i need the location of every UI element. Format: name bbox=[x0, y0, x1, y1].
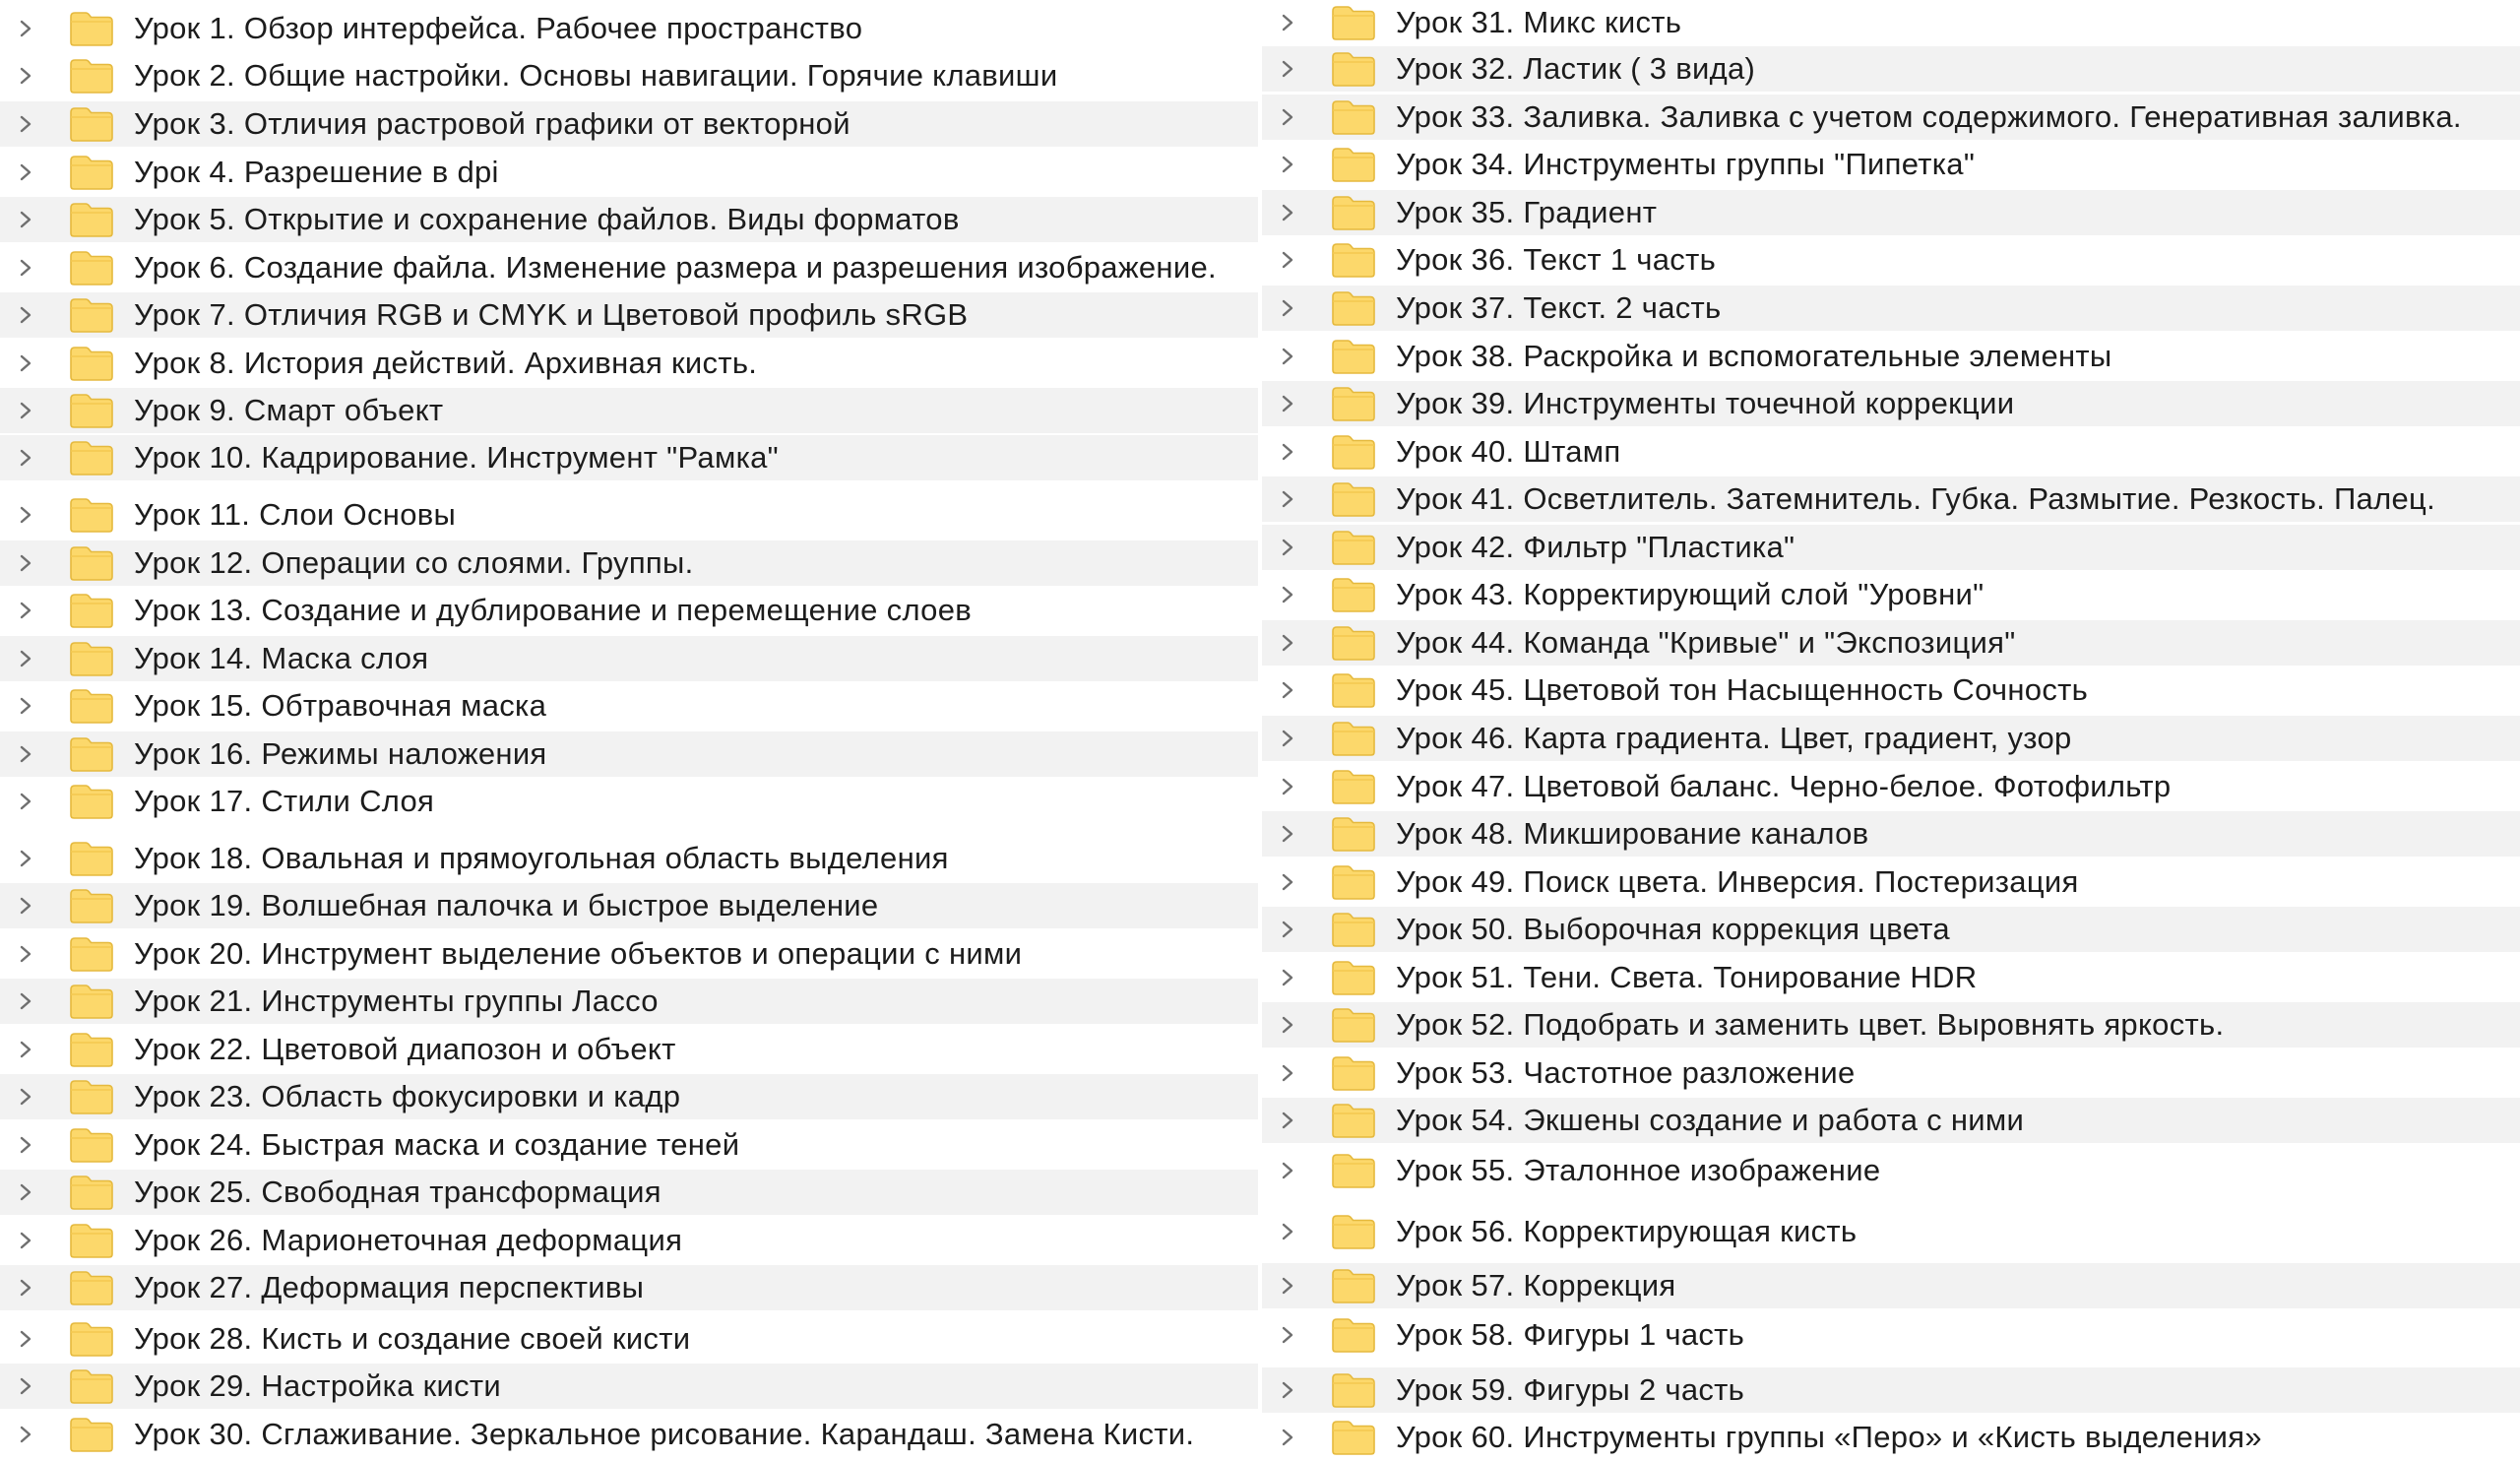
folder-row[interactable] bbox=[1262, 716, 2520, 761]
folder-row[interactable] bbox=[0, 492, 1258, 538]
folder-name: Урок 7. Отличия RGB и CMYK и Цветовой профиль sRGB bbox=[134, 297, 969, 332]
folder-icon bbox=[69, 544, 114, 582]
chevron-right-icon[interactable] bbox=[1262, 381, 1313, 426]
folder-icon bbox=[69, 57, 114, 95]
folder-name: Урок 5. Открытие и сохранение файлов. Виды форматов bbox=[134, 202, 960, 236]
folder-name: Урок 24. Быстрая маска и создание теней bbox=[134, 1127, 740, 1162]
chevron-right-icon[interactable] bbox=[0, 53, 51, 98]
folder-icon bbox=[1331, 911, 1376, 948]
folder-icon bbox=[1331, 338, 1376, 375]
folder-row[interactable] bbox=[0, 1218, 1258, 1263]
folder-icon bbox=[69, 783, 114, 820]
chevron-right-icon[interactable] bbox=[1262, 1098, 1313, 1143]
chevron-right-icon[interactable] bbox=[0, 388, 51, 433]
folder-icon bbox=[1331, 815, 1376, 853]
folder-name: Урок 2. Общие настройки. Основы навигации. Горячие клавиши bbox=[134, 58, 1058, 93]
folder-name: Урок 10. Кадрирование. Инструмент "Рамка" bbox=[134, 440, 779, 475]
folder-name: Урок 38. Раскройка и вспомогательные элементы bbox=[1396, 339, 2112, 373]
folder-icon bbox=[69, 1078, 114, 1115]
folder-name: Урок 15. Обтравочная маска bbox=[134, 688, 547, 723]
folder-name: Урок 35. Градиент bbox=[1396, 195, 1658, 229]
chevron-right-icon[interactable] bbox=[0, 150, 51, 195]
folder-name: Урок 45. Цветовой тон Насыщенность Сочность bbox=[1396, 672, 2089, 707]
folder-icon bbox=[69, 1320, 114, 1358]
folder-name: Урок 37. Текст. 2 часть bbox=[1396, 290, 1722, 325]
folder-icon bbox=[1331, 1267, 1376, 1304]
chevron-right-icon[interactable] bbox=[0, 931, 51, 977]
folder-icon bbox=[69, 105, 114, 143]
folder-icon bbox=[69, 1416, 114, 1453]
folder-icon bbox=[69, 496, 114, 534]
folder-row[interactable] bbox=[0, 779, 1258, 824]
folder-name: Урок 14. Маска слоя bbox=[134, 641, 429, 675]
folder-name: Урок 21. Инструменты группы Лассо bbox=[134, 984, 659, 1018]
chevron-right-icon[interactable] bbox=[1262, 95, 1313, 140]
folder-row[interactable] bbox=[1262, 1050, 2520, 1096]
folder-icon bbox=[1331, 529, 1376, 566]
folder-row[interactable] bbox=[1262, 764, 2520, 809]
chevron-right-icon[interactable] bbox=[0, 779, 51, 824]
folder-row[interactable] bbox=[0, 245, 1258, 290]
folder-name: Урок 51. Тени. Света. Тонирование HDR bbox=[1396, 960, 1978, 994]
folder-icon bbox=[69, 640, 114, 677]
folder-icon bbox=[69, 1222, 114, 1259]
chevron-right-icon[interactable] bbox=[1262, 334, 1313, 379]
chevron-right-icon[interactable] bbox=[0, 1074, 51, 1119]
chevron-right-icon[interactable] bbox=[1262, 429, 1313, 475]
folder-row[interactable] bbox=[0, 683, 1258, 729]
folder-icon bbox=[69, 1269, 114, 1306]
chevron-right-icon[interactable] bbox=[1262, 46, 1313, 92]
folder-row[interactable] bbox=[1262, 237, 2520, 283]
folder-row[interactable] bbox=[0, 388, 1258, 433]
folder-name: Урок 43. Корректирующий слой "Уровни" bbox=[1396, 577, 1984, 611]
folder-row[interactable] bbox=[1262, 476, 2520, 522]
folder-icon bbox=[69, 1031, 114, 1068]
folder-row[interactable] bbox=[1262, 142, 2520, 187]
folder-row[interactable] bbox=[0, 1364, 1258, 1409]
folder-icon bbox=[1331, 1054, 1376, 1092]
folder-icon bbox=[1331, 1213, 1376, 1250]
folder-name: Урок 4. Разрешение в dpi bbox=[134, 155, 499, 189]
chevron-right-icon[interactable] bbox=[1262, 237, 1313, 283]
chevron-right-icon[interactable] bbox=[0, 683, 51, 729]
folder-icon bbox=[1331, 576, 1376, 613]
folder-icon bbox=[1331, 1371, 1376, 1409]
folder-icon bbox=[1331, 768, 1376, 805]
folder-icon bbox=[1331, 1102, 1376, 1139]
chevron-right-icon[interactable] bbox=[0, 1122, 51, 1168]
chevron-right-icon[interactable] bbox=[0, 1218, 51, 1263]
folder-icon bbox=[69, 1174, 114, 1211]
folder-icon bbox=[1331, 863, 1376, 901]
folder-name: Урок 9. Смарт объект bbox=[134, 393, 444, 427]
folder-icon bbox=[69, 249, 114, 286]
folder-icon bbox=[1331, 1006, 1376, 1044]
chevron-right-icon[interactable] bbox=[1262, 525, 1313, 570]
chevron-right-icon[interactable] bbox=[0, 1027, 51, 1072]
chevron-right-icon[interactable] bbox=[0, 1316, 51, 1362]
chevron-right-icon[interactable] bbox=[1262, 955, 1313, 1000]
folder-name: Урок 46. Карта градиента. Цвет, градиент, узор bbox=[1396, 721, 2072, 755]
chevron-right-icon[interactable] bbox=[0, 245, 51, 290]
chevron-right-icon[interactable] bbox=[1262, 1367, 1313, 1413]
folder-icon bbox=[69, 592, 114, 629]
folder-icon bbox=[69, 735, 114, 773]
folder-row[interactable] bbox=[1262, 1367, 2520, 1413]
folder-row[interactable] bbox=[0, 1074, 1258, 1119]
folder-icon bbox=[69, 439, 114, 476]
folder-icon bbox=[69, 983, 114, 1020]
folder-icon bbox=[1331, 146, 1376, 183]
folder-row[interactable] bbox=[1262, 1148, 2520, 1193]
folder-name: Урок 60. Инструменты группы «Перо» и «Кисть выделения» bbox=[1396, 1420, 2262, 1454]
folder-name: Урок 39. Инструменты точечной коррекции bbox=[1396, 386, 2015, 420]
folder-icon bbox=[1331, 194, 1376, 231]
chevron-right-icon[interactable] bbox=[0, 1265, 51, 1310]
folder-row[interactable] bbox=[0, 435, 1258, 480]
folder-row[interactable] bbox=[1262, 1209, 2520, 1254]
chevron-right-icon[interactable] bbox=[1262, 1415, 1313, 1460]
folder-name: Урок 17. Стили Слоя bbox=[134, 784, 435, 818]
folder-icon bbox=[69, 10, 114, 47]
folder-icon bbox=[1331, 4, 1376, 41]
folder-name: Урок 27. Деформация перспективы bbox=[134, 1270, 645, 1304]
chevron-right-icon[interactable] bbox=[1262, 1312, 1313, 1358]
chevron-right-icon[interactable] bbox=[0, 6, 51, 51]
folder-row[interactable] bbox=[0, 540, 1258, 586]
chevron-right-icon[interactable] bbox=[0, 101, 51, 147]
folder-row[interactable] bbox=[0, 150, 1258, 195]
folder-row[interactable] bbox=[1262, 95, 2520, 140]
folder-name: Урок 12. Операции со слоями. Группы. bbox=[134, 545, 694, 580]
chevron-right-icon[interactable] bbox=[1262, 142, 1313, 187]
folder-row[interactable] bbox=[0, 292, 1258, 338]
folder-name: Урок 8. История действий. Архивная кисть. bbox=[134, 346, 758, 380]
folder-row[interactable] bbox=[0, 979, 1258, 1024]
folder-icon bbox=[69, 392, 114, 429]
folder-icon bbox=[1331, 959, 1376, 996]
folder-name: Урок 11. Слои Основы bbox=[134, 497, 457, 532]
folder-name: Урок 28. Кисть и создание своей кисти bbox=[134, 1321, 691, 1356]
chevron-right-icon[interactable] bbox=[0, 588, 51, 633]
folder-name: Урок 25. Свободная трансформация bbox=[134, 1175, 662, 1209]
folder-row[interactable] bbox=[0, 6, 1258, 51]
chevron-right-icon[interactable] bbox=[0, 292, 51, 338]
folder-icon bbox=[1331, 98, 1376, 136]
folder-name: Урок 31. Микс кисть bbox=[1396, 5, 1682, 39]
folder-row[interactable] bbox=[0, 53, 1258, 98]
folder-row[interactable] bbox=[0, 931, 1258, 977]
chevron-right-icon[interactable] bbox=[0, 836, 51, 881]
folder-name: Урок 13. Создание и дублирование и перемещение слоев bbox=[134, 593, 973, 627]
chevron-right-icon[interactable] bbox=[1262, 0, 1313, 45]
folder-row[interactable] bbox=[1262, 334, 2520, 379]
folder-row[interactable] bbox=[1262, 1415, 2520, 1460]
chevron-right-icon[interactable] bbox=[0, 341, 51, 386]
folder-icon bbox=[69, 935, 114, 973]
folder-row[interactable] bbox=[1262, 955, 2520, 1000]
folder-row[interactable] bbox=[1262, 286, 2520, 331]
chevron-right-icon[interactable] bbox=[0, 1364, 51, 1409]
chevron-right-icon[interactable] bbox=[0, 492, 51, 538]
chevron-right-icon[interactable] bbox=[0, 636, 51, 681]
folder-icon bbox=[1331, 480, 1376, 518]
folder-name: Урок 20. Инструмент выделение объектов и операции с ними bbox=[134, 936, 1023, 971]
folder-row[interactable] bbox=[1262, 811, 2520, 857]
folder-name: Урок 32. Ластик ( 3 вида) bbox=[1396, 51, 1756, 86]
folder-name: Урок 30. Сглаживание. Зеркальное рисование. Карандаш. Замена Кисти. bbox=[134, 1417, 1195, 1451]
chevron-right-icon[interactable] bbox=[1262, 572, 1313, 617]
folder-name: Урок 53. Частотное разложение bbox=[1396, 1055, 1856, 1090]
folder-row[interactable] bbox=[0, 197, 1258, 242]
folder-icon bbox=[1331, 50, 1376, 88]
folder-name: Урок 16. Режимы наложения bbox=[134, 736, 547, 771]
folder-name: Урок 40. Штамп bbox=[1396, 434, 1621, 469]
folder-name: Урок 23. Область фокусировки и кадр bbox=[134, 1079, 681, 1113]
folder-name: Урок 59. Фигуры 2 часть bbox=[1396, 1372, 1745, 1407]
folder-name: Урок 56. Корректирующая кисть bbox=[1396, 1214, 1858, 1248]
folder-name: Урок 41. Осветлитель. Затемнитель. Губка. Размытие. Резкость. Палец. bbox=[1396, 481, 2435, 516]
folder-row[interactable] bbox=[1262, 525, 2520, 570]
chevron-right-icon[interactable] bbox=[1262, 1002, 1313, 1048]
folder-name: Урок 33. Заливка. Заливка с учетом содержимого. Генеративная заливка. bbox=[1396, 99, 2462, 134]
chevron-right-icon[interactable] bbox=[1262, 476, 1313, 522]
folder-icon bbox=[69, 840, 114, 877]
folder-row[interactable] bbox=[0, 1265, 1258, 1310]
folder-row[interactable] bbox=[0, 1027, 1258, 1072]
folder-row[interactable] bbox=[1262, 1312, 2520, 1358]
folder-icon bbox=[69, 1126, 114, 1164]
folder-row[interactable] bbox=[1262, 0, 2520, 45]
folder-icon bbox=[1331, 720, 1376, 757]
folder-name: Урок 6. Создание файла. Изменение размера и разрешения изображение. bbox=[134, 250, 1217, 285]
folder-name: Урок 54. Экшены создание и работа с ними bbox=[1396, 1103, 2025, 1137]
folder-row[interactable] bbox=[1262, 620, 2520, 666]
folder-row[interactable] bbox=[1262, 46, 2520, 92]
folder-row[interactable] bbox=[1262, 1098, 2520, 1143]
folder-name: Урок 52. Подобрать и заменить цвет. Выровнять яркость. bbox=[1396, 1007, 2225, 1042]
folder-name: Урок 26. Марионеточная деформация bbox=[134, 1223, 683, 1257]
chevron-right-icon[interactable] bbox=[0, 1412, 51, 1457]
chevron-right-icon[interactable] bbox=[0, 435, 51, 480]
folder-name: Урок 47. Цветовой баланс. Черно-белое. Фотофильтр bbox=[1396, 769, 2172, 803]
folder-name: Урок 49. Поиск цвета. Инверсия. Постеризация bbox=[1396, 864, 2079, 899]
chevron-right-icon[interactable] bbox=[1262, 667, 1313, 713]
folder-icon bbox=[69, 154, 114, 191]
chevron-right-icon[interactable] bbox=[1262, 1209, 1313, 1254]
chevron-right-icon[interactable] bbox=[1262, 716, 1313, 761]
folder-icon bbox=[69, 887, 114, 924]
folder-name: Урок 18. Овальная и прямоугольная область выделения bbox=[134, 841, 949, 875]
folder-row[interactable] bbox=[0, 588, 1258, 633]
folder-row[interactable] bbox=[0, 1412, 1258, 1457]
chevron-right-icon[interactable] bbox=[1262, 190, 1313, 235]
folder-icon bbox=[1331, 433, 1376, 471]
folder-name: Урок 1. Обзор интерфейса. Рабочее пространство bbox=[134, 11, 863, 45]
folder-row[interactable] bbox=[0, 1316, 1258, 1362]
folder-name: Урок 48. Микширование каналов bbox=[1396, 816, 1869, 851]
chevron-right-icon[interactable] bbox=[1262, 620, 1313, 666]
chevron-right-icon[interactable] bbox=[1262, 907, 1313, 952]
folder-row[interactable] bbox=[1262, 859, 2520, 905]
chevron-right-icon[interactable] bbox=[1262, 1263, 1313, 1308]
folder-name: Урок 36. Текст 1 часть bbox=[1396, 242, 1717, 277]
folder-row[interactable] bbox=[0, 883, 1258, 928]
folder-row[interactable] bbox=[1262, 1263, 2520, 1308]
folder-icon bbox=[1331, 1316, 1376, 1354]
folder-row[interactable] bbox=[1262, 667, 2520, 713]
chevron-right-icon[interactable] bbox=[0, 731, 51, 777]
folder-row[interactable] bbox=[0, 1122, 1258, 1168]
folder-name: Урок 22. Цветовой диапозон и объект bbox=[134, 1032, 676, 1066]
right-file-list bbox=[1262, 0, 2520, 1461]
folder-row[interactable] bbox=[1262, 429, 2520, 475]
folder-row[interactable] bbox=[0, 1170, 1258, 1215]
chevron-right-icon[interactable] bbox=[1262, 1050, 1313, 1096]
chevron-right-icon[interactable] bbox=[0, 979, 51, 1024]
folder-row[interactable] bbox=[1262, 190, 2520, 235]
folder-row[interactable] bbox=[0, 636, 1258, 681]
chevron-right-icon[interactable] bbox=[1262, 286, 1313, 331]
folder-row[interactable] bbox=[0, 101, 1258, 147]
folder-icon bbox=[69, 1367, 114, 1405]
chevron-right-icon[interactable] bbox=[0, 540, 51, 586]
chevron-right-icon[interactable] bbox=[0, 883, 51, 928]
folder-icon bbox=[1331, 624, 1376, 662]
folder-name: Урок 34. Инструменты группы "Пипетка" bbox=[1396, 147, 1976, 181]
folder-name: Урок 50. Выборочная коррекция цвета bbox=[1396, 912, 1950, 946]
folder-name: Урок 3. Отличия растровой графики от векторной bbox=[134, 106, 850, 141]
folder-icon bbox=[1331, 1152, 1376, 1189]
folder-row[interactable] bbox=[1262, 381, 2520, 426]
left-file-list bbox=[0, 0, 1258, 1461]
folder-name: Урок 44. Команда "Кривые" и "Экспозиция" bbox=[1396, 625, 2016, 660]
folder-name: Урок 19. Волшебная палочка и быстрое выделение bbox=[134, 888, 879, 922]
folder-row[interactable] bbox=[1262, 572, 2520, 617]
folder-icon bbox=[69, 201, 114, 238]
folder-row[interactable] bbox=[0, 731, 1258, 777]
folder-row[interactable] bbox=[1262, 1002, 2520, 1048]
folder-icon bbox=[1331, 241, 1376, 279]
folder-icon bbox=[1331, 289, 1376, 327]
folder-icon bbox=[1331, 385, 1376, 422]
folder-icon bbox=[69, 345, 114, 382]
folder-name: Урок 58. Фигуры 1 часть bbox=[1396, 1317, 1745, 1352]
folder-icon bbox=[69, 687, 114, 725]
folder-icon bbox=[1331, 671, 1376, 709]
folder-name: Урок 29. Настройка кисти bbox=[134, 1368, 501, 1403]
folder-icon bbox=[1331, 1419, 1376, 1456]
chevron-right-icon[interactable] bbox=[1262, 859, 1313, 905]
folder-name: Урок 57. Коррекция bbox=[1396, 1268, 1676, 1302]
chevron-right-icon[interactable] bbox=[1262, 764, 1313, 809]
chevron-right-icon[interactable] bbox=[0, 197, 51, 242]
folder-name: Урок 42. Фильтр "Пластика" bbox=[1396, 530, 1796, 564]
chevron-right-icon[interactable] bbox=[1262, 1148, 1313, 1193]
folder-row[interactable] bbox=[1262, 907, 2520, 952]
folder-name: Урок 55. Эталонное изображение bbox=[1396, 1153, 1881, 1187]
folder-row[interactable] bbox=[0, 836, 1258, 881]
chevron-right-icon[interactable] bbox=[1262, 811, 1313, 857]
chevron-right-icon[interactable] bbox=[0, 1170, 51, 1215]
folder-icon bbox=[69, 296, 114, 334]
folder-row[interactable] bbox=[0, 341, 1258, 386]
